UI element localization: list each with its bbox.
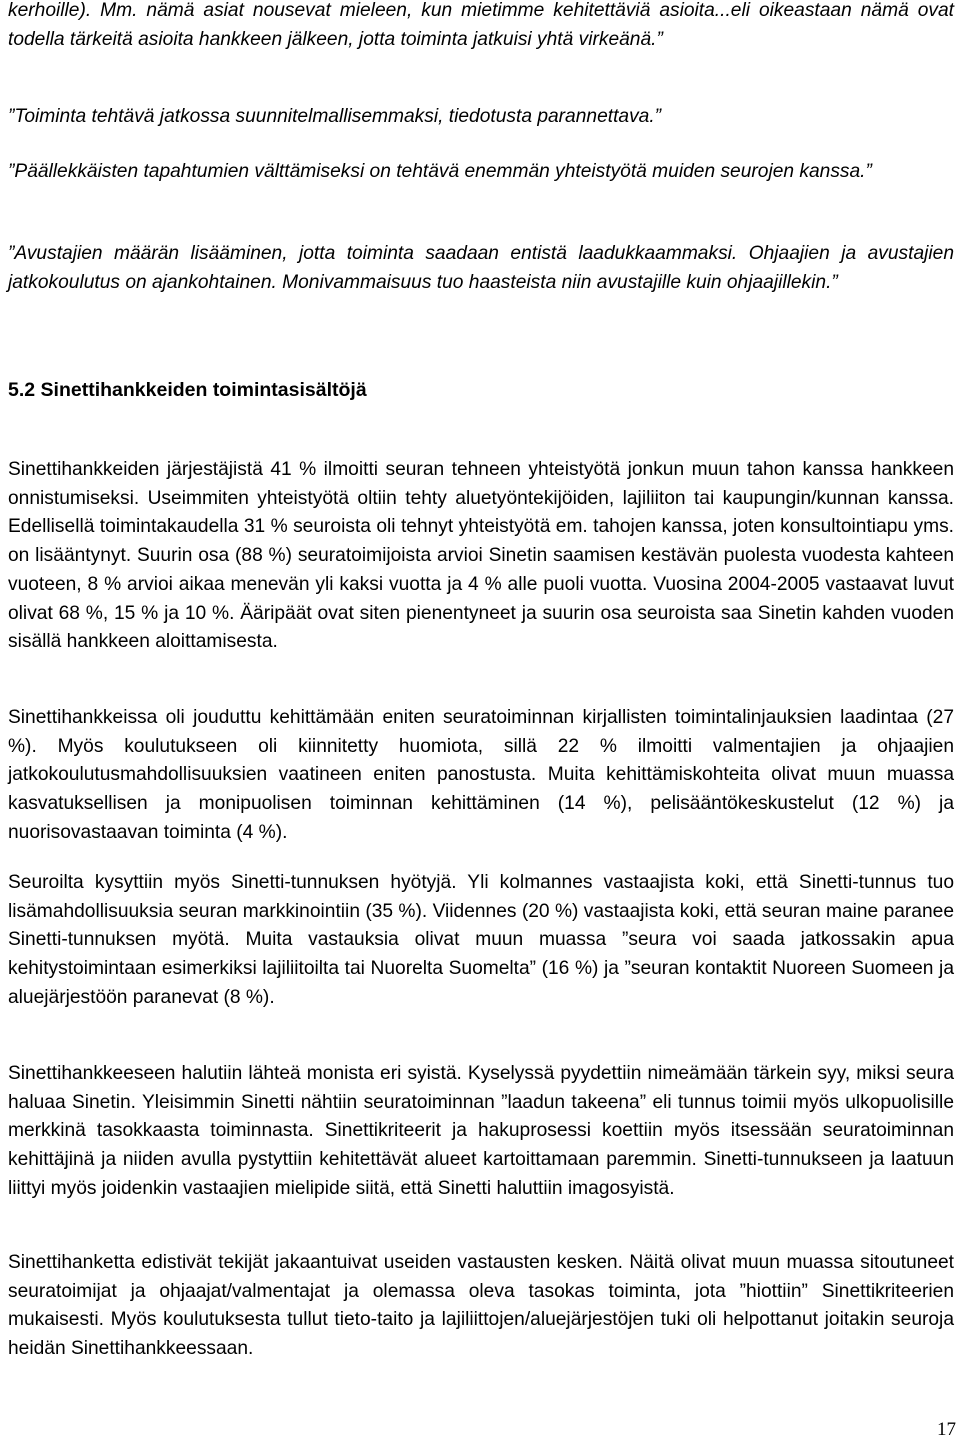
page-number: 17	[937, 1419, 956, 1440]
paragraph-development: Sinettihankkeissa oli jouduttu kehittämään eniten seuratoiminnan kirjallisten toimintalinjauksien laadintaa (27 %). Myös koulutukseen oli kiinnitetty huomiota, sillä 22 % ilmoitti valmentajien ja ohjaajien jatkokoulutusmahdollisuuksien vaatineen eniten panostusta. Muita kehittämiskohteita olivat muun muassa kasvatuksellisen ja monipuolisen toiminnan kehittäminen (14 %), pelisääntökeskustelut (12 %) ja nuorisovastaavan toiminta (4 %).	[8, 707, 954, 843]
quote-continuation: kerhoille). Mm. nämä asiat nousevat mieleen, kun mietimme kehitettäviä asioita...eli oikeastaan nämä ovat todella tärkeitä asioita hankkeen jälkeen, jotta toiminta jatkuisi yhtä virkeänä.”	[8, 0, 954, 50]
paragraph-factors: Sinettihanketta edistivät tekijät jakaantuivat useiden vastausten kesken. Näitä olivat muun muassa sitoutuneet seuratoimijat ja ohjaajat/valmentajat ja olemassa oleva tasokas toiminta, jota ”hiottiin” Sinettikriteerien mukaisesti. Myös koulutuksesta tullut tieto-taito ja lajiliittojen/aluejärjestöjen tuki oli helpottanut joitakin seuroja heidän Sinettihankkeessaan.	[8, 1252, 954, 1360]
section-heading: 5.2 Sinettihankkeiden toimintasisältöjä	[8, 379, 367, 401]
paragraph-reasons: Sinettihankkeeseen halutiin lähteä monista eri syistä. Kyselyssä pyydettiin nimeämään tärkein syy, miksi seura haluaa Sinetin. Yleisimmin Sinetti nähtiin seuratoiminnan ”laadun takeena” eli tunnus toimii myös ulkopuolisille merkkinä tasokkaasta toiminnasta. Sinettikriteerit ja hakuprosessi koettiin myös itsessään seuratoiminnan kehittäjinä ja niiden avulla pystyttiin kehitettävät alueet kartoittamaan paremmin. Sinetti-tunnukseen ja laatuun liittyi myös joidenkin vastaajien mielipide siitä, että Sinetti haluttiin imagosyistä.	[8, 1063, 954, 1199]
paragraph-benefits: Seuroilta kysyttiin myös Sinetti-tunnuksen hyötyjä. Yli kolmannes vastaajista koki, että Sinetti-tunnus tuo lisämahdollisuuksia seuran markkinointiin (35 %). Viidennes (20 %) vastaajista koki, että seuran maine paranee Sinetti-tunnuksen myötä. Muita vastauksia olivat muun muassa ”seura voi saada jatkossakin apua kehitystoimintaan esimerkiksi lajiliitoilta tai Nuorelta Suomelta” (16 %) ja ”seuran kontaktit Nuoreen Suomeen ja aluejärjestöön paranevat (8 %).	[8, 872, 954, 1008]
quote-cooperation: ”Päällekkäisten tapahtumien välttämiseksi on tehtävä enemmän yhteistyötä muiden seurojen kanssa.”	[8, 161, 872, 182]
paragraph-cooperation: Sinettihankkeiden järjestäjistä 41 % ilmoitti seuran tehneen yhteistyötä jonkun muun tahon kanssa hankkeen onnistumiseksi. Useimmiten yhteistyötä oltiin tehty aluetyöntekijöiden, lajiliiton tai kaupungin/kunnan kanssa. Edellisellä toimintakaudella 31 % seuroista oli tehnyt yhteistyötä em. tahojen kanssa, joten konsultointiapu yms. on lisääntynyt. Suurin osa (88 %) seuratoimijoista arvioi Sinetin saamisen kestävän puolesta vuodesta kahteen vuoteen, 8 % arvioi aikaa menevän yli kaksi vuotta ja 4 % alle puoli vuotta. Vuosina 2004-2005 vastaavat luvut olivat 68 %, 15 % ja 10 %. Ääripäät ovat siten pienentyneet ja suurin osa seuroista saa Sinetin kahden vuoden sisällä hankkeen aloittamisesta.	[8, 459, 954, 653]
quote-planning: ”Toiminta tehtävä jatkossa suunnitelmallisemmaksi, tiedotusta parannettava.”	[8, 106, 662, 127]
quote-assistants: ”Avustajien määrän lisääminen, jotta toiminta saadaan entistä laadukkaammaksi. Ohjaajien ja avustajien jatkokoulutus on ajankohtainen. Monivammaisuus tuo haasteista niin avustajille kuin ohjaajillekin.”	[8, 243, 954, 293]
